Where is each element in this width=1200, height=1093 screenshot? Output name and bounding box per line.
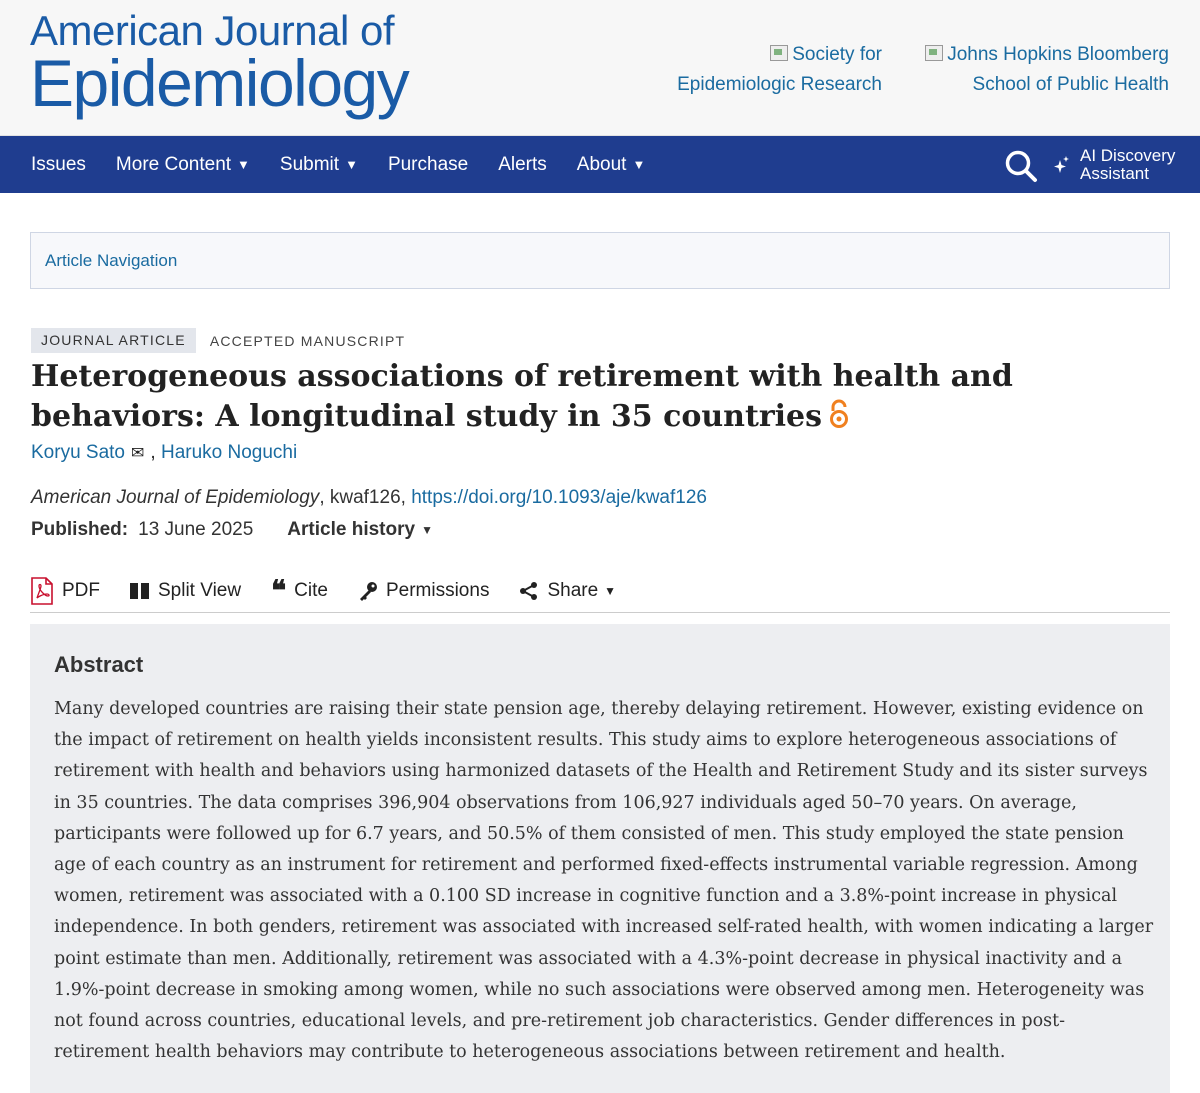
caret-down-icon: ▼ bbox=[604, 583, 617, 598]
ai-discovery-assistant-button[interactable] bbox=[1052, 147, 1175, 183]
nav-item-more-content[interactable] bbox=[116, 154, 250, 176]
article-toolbar bbox=[30, 569, 1170, 613]
partner-name: Johns Hopkins Bloomberg School of Public Health bbox=[947, 44, 1169, 95]
share-button[interactable] bbox=[519, 580, 616, 602]
author-separator: , bbox=[150, 442, 156, 463]
article-navigation-label: Article Navigation bbox=[45, 251, 178, 270]
journal-logo-line1: American Journal of bbox=[30, 7, 395, 54]
citation-journal: American Journal of Epidemiology bbox=[31, 487, 320, 508]
journal-logo[interactable] bbox=[30, 7, 409, 120]
caret-down-icon: ▼ bbox=[421, 523, 433, 537]
journal-logo-line2: Epidemiology bbox=[30, 46, 409, 120]
pdf-label: PDF bbox=[62, 579, 100, 601]
nav-item-issues[interactable] bbox=[31, 154, 86, 176]
search-icon[interactable] bbox=[1003, 148, 1039, 184]
nav-item-submit[interactable] bbox=[280, 154, 358, 176]
share-icon bbox=[519, 581, 539, 601]
nav-item-purchase[interactable] bbox=[388, 154, 468, 176]
permissions-label: Permissions bbox=[385, 579, 490, 601]
masthead bbox=[0, 0, 1200, 136]
quote-icon: ❝ bbox=[271, 573, 287, 607]
partner-name: Society for Epidemiologic Research bbox=[677, 44, 882, 95]
partner-link-jhsph[interactable] bbox=[906, 40, 1169, 100]
key-icon bbox=[358, 581, 378, 601]
author-link[interactable]: Koryu Sato bbox=[31, 442, 125, 463]
pdf-icon bbox=[30, 577, 54, 605]
doi-link[interactable]: https://doi.org/10.1093/aje/kwaf126 bbox=[411, 487, 707, 508]
abstract-heading: Abstract bbox=[54, 652, 144, 677]
caret-down-icon: ▼ bbox=[237, 156, 250, 172]
publication-info bbox=[31, 519, 433, 541]
nav-item-about[interactable] bbox=[577, 154, 646, 176]
nav-label: Purchase bbox=[387, 153, 469, 175]
nav-item-alerts[interactable] bbox=[498, 154, 547, 176]
abstract-text: Many developed countries are raising their state pension age, thereby delaying retirement. However, existing evidence on the impact of retirement on health yields inconsistent results. This study aims to explore heterogeneous associations of retirement with health and behaviors using harmonized datasets of the Health and Retirement Study and its sister surveys in 35 countries. The data comprises 396,904 observations from 106,927 individuals aged 50–70 years. On average, participants were followed up for 6.7 years, and 50.5% of them consisted of men. This study employed the state pension age of each country as an instrument for retirement and performed fixed-effects instrumental variable regression. Among women, retirement was associated with a 0.100 SD increase in cognitive function and a 3.8%-point increase in physical independence. In both genders, retirement was associated with increased self-rated health, with women indicating a larger point estimate than men. Additionally, retirement was associated with a 4.3%-point decrease in physical inactivity and a 1.9%-point decrease in smoking among women, while no such associations were observed among men. Heterogeneity was not found across countries, educational levels, and pre-retirement job characteristics. Gender differences in post-retirement health behaviors may contribute to heterogeneous associations between retirement and health. bbox=[54, 699, 1154, 1063]
split-view-label: Split View bbox=[158, 579, 242, 601]
published-label: Published: bbox=[31, 519, 129, 540]
author-link[interactable]: Haruko Noguchi bbox=[160, 442, 298, 463]
article-navigation[interactable] bbox=[30, 232, 1170, 289]
sparkle-icon bbox=[1052, 155, 1070, 175]
published-date: 13 June 2025 bbox=[138, 519, 254, 540]
citation-line bbox=[31, 487, 707, 509]
manuscript-status-badge: ACCEPTED MANUSCRIPT bbox=[209, 332, 406, 349]
split-view-icon bbox=[130, 583, 150, 599]
nav-label: More Content bbox=[115, 153, 232, 175]
cite-label: Cite bbox=[294, 579, 328, 601]
author-list bbox=[31, 442, 297, 464]
mail-icon[interactable]: ✉ bbox=[131, 445, 145, 462]
article-badges bbox=[31, 328, 405, 353]
ai-label-line1: AI Discovery bbox=[1080, 146, 1176, 165]
broken-image-icon bbox=[770, 45, 788, 61]
cite-button[interactable] bbox=[271, 573, 328, 607]
caret-down-icon: ▼ bbox=[632, 156, 646, 172]
nav-label: Submit bbox=[279, 153, 340, 175]
caret-down-icon: ▼ bbox=[345, 156, 358, 172]
split-view-button[interactable] bbox=[130, 580, 241, 602]
pdf-button[interactable] bbox=[30, 577, 100, 605]
article-title-text: Heterogeneous associations of retirement with health and behaviors: A longitudinal study in 35 countries bbox=[31, 359, 1013, 434]
citation-id: , kwaf126, bbox=[319, 487, 412, 508]
ai-label-line2: Assistant bbox=[1080, 164, 1149, 183]
article-history-toggle[interactable] bbox=[287, 519, 433, 541]
open-access-icon bbox=[828, 399, 850, 429]
share-label: Share bbox=[547, 579, 599, 601]
partner-link-ser[interactable] bbox=[650, 40, 882, 100]
permissions-button[interactable] bbox=[358, 580, 489, 602]
nav-label: About bbox=[576, 153, 627, 175]
article-history-label: Article history bbox=[287, 519, 416, 540]
nav-label: Alerts bbox=[498, 153, 547, 175]
article-type-badge: JOURNAL ARTICLE bbox=[31, 328, 196, 353]
broken-image-icon bbox=[925, 45, 943, 61]
article-title bbox=[31, 357, 1131, 437]
nav-label: Issues bbox=[31, 153, 86, 175]
abstract-section bbox=[30, 624, 1170, 1093]
